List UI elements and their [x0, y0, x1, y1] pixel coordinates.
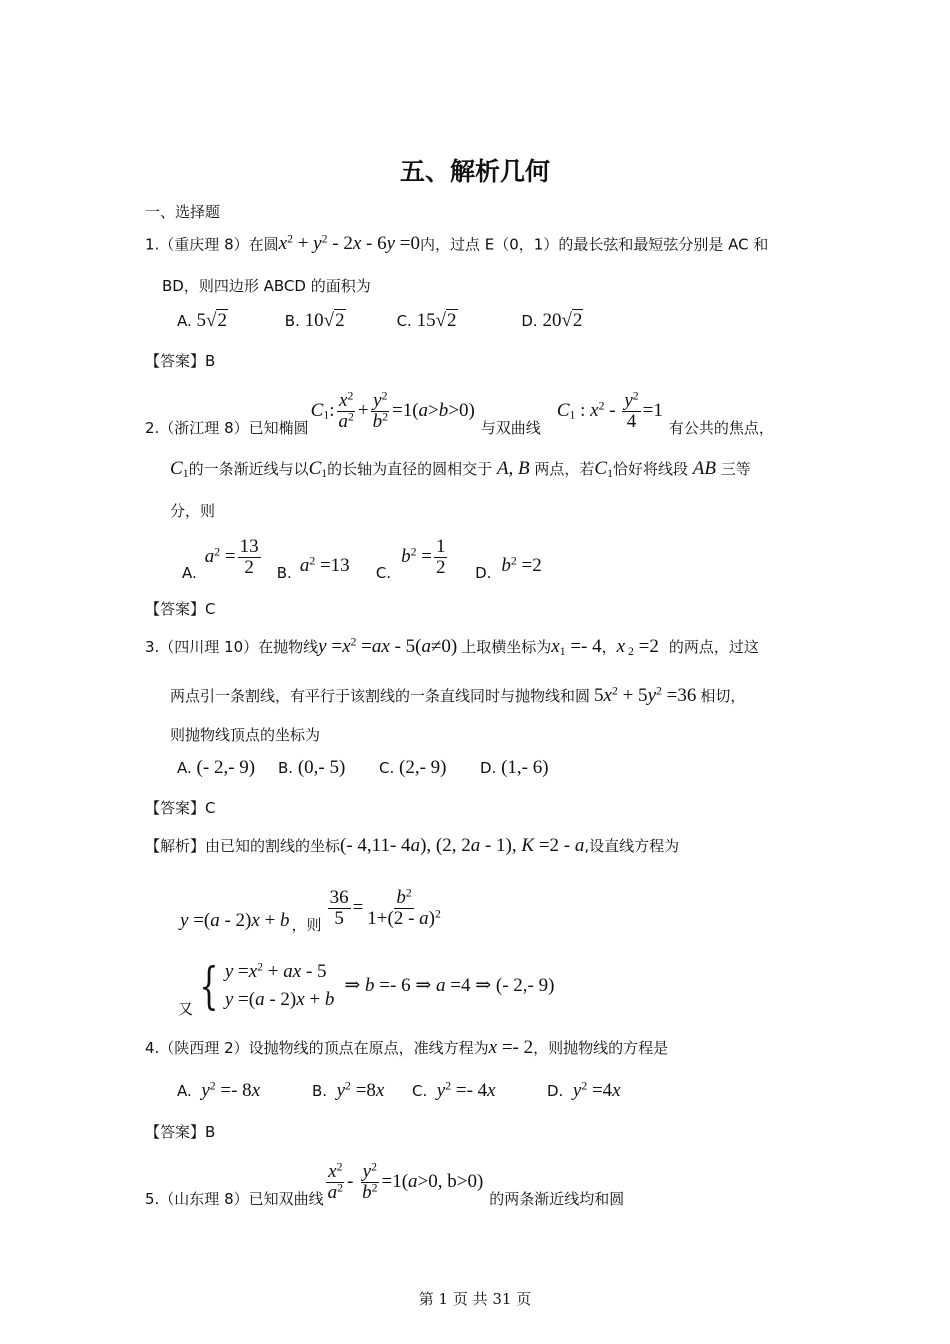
option-value: (2,- 9) [399, 757, 447, 778]
option-label: D. [475, 564, 492, 582]
q1-option-a: A. 5√2 [177, 310, 227, 331]
q1-option-d: D. 20√2 [521, 310, 583, 331]
q1-c-radicand: 2 [447, 310, 457, 331]
c1-symbol: $C_1$ [170, 458, 189, 480]
ab-points: A, B [492, 458, 535, 479]
q1-d-coef: 20 [542, 310, 562, 331]
q1-prefix: 1.（重庆理 8）在圆 [145, 235, 279, 254]
q1-circle-equation: $x^2 + y^2 - 2x - 6y =0$ [278, 232, 420, 254]
option-label: C. [379, 759, 395, 777]
option-label: A. [177, 1082, 192, 1100]
q3-line3: 则抛物线顶点的坐标为 [170, 726, 321, 744]
q1-line2: BD，则四边形 ABCD 的面积为 [162, 277, 371, 295]
option-value: (1,- 6) [501, 757, 549, 778]
question-1 [145, 233, 768, 255]
q5-hyperbola-equation: $\frac{x^2}{a^2}$ - $\frac{y^2}{b^2}$ =1(a>0, b>0) [327, 1160, 484, 1203]
option-label: C. [375, 564, 392, 582]
option-label: D. [480, 759, 497, 777]
option-label: B. [276, 564, 292, 582]
q3-line2 [170, 685, 745, 707]
option-label: C. [412, 1082, 428, 1100]
q3-option-d [480, 757, 549, 779]
q4-suffix: ，则抛物线的方程是 [533, 1039, 669, 1057]
q4-option-c: C. $y^2 =- 4x$ [412, 1079, 496, 1101]
option-label: A. [177, 312, 192, 330]
q2-options [182, 532, 542, 582]
ab-segment: AB [688, 458, 721, 479]
q2-hyperbola-equation: $C_1$ : $x^2$ - $\frac{y^2}{4}$ =1 [556, 389, 663, 432]
q2-option-b: $a^2 =13$ [299, 554, 350, 576]
q3-x2: x $_2$ =2 [616, 636, 659, 658]
option-value: (0,- 5) [297, 757, 346, 778]
q2-line2-text-d: 恰好将线段 [613, 460, 689, 478]
q2-line2-text-b: 的长轴为直径的圆相交于 [327, 460, 493, 478]
q1-a-coef: 5 [196, 310, 207, 331]
option-label: D. [521, 312, 538, 330]
q2-line2 [170, 458, 751, 480]
option-value: (- 2,- 9) [196, 757, 256, 778]
q1-d-radicand: 2 [572, 310, 583, 331]
q2-mid: 与双曲线 [480, 418, 541, 437]
q3-line2-text-a: 两点引一条割线，有平行于该割线的一条直线同时与抛物线和圆 [170, 687, 591, 705]
q1-a-radicand: 2 [217, 310, 227, 331]
q3-then: ，则 [291, 916, 322, 934]
q3-mid: 上取横坐标为 [461, 638, 552, 656]
q4-directrix: x =- 2 [488, 1037, 534, 1058]
q3-line-equation [180, 882, 445, 935]
option-label: C. [396, 312, 412, 330]
q3-tangent-condition: $\frac{36}{5}$ = $\frac{b^2}{1+(2 - a)^2}$ [329, 886, 441, 929]
q3-option-b [278, 757, 379, 779]
q4-answer: 【答案】B [145, 1123, 216, 1141]
q1-option-c: C. 15√2 [396, 310, 457, 331]
q1-suffix: 内，过点 E（0，1）的最长弦和最短弦分别是 AC 和 [420, 235, 769, 254]
question-4 [145, 1037, 668, 1059]
q3-analysis [145, 835, 679, 857]
page-title: 五、解析几何 [399, 157, 550, 186]
option-label: B. [312, 1082, 328, 1100]
q2-line3: 分，则 [170, 502, 216, 520]
q3-comma: ， [601, 638, 617, 656]
q3-line2-text-b: 相切， [700, 687, 746, 705]
q3-answer: 【答案】C [145, 799, 216, 817]
q3-system-result: ⇒ b =- 6 ⇒ a =4 ⇒ (- 2,- 9) [344, 975, 555, 996]
option-label: B. [278, 759, 294, 777]
q2-option-d: $b^2 =2$ [501, 554, 542, 576]
q3-system-equations: $y =x^2$ + ax - 5 y =(a - 2)x + b [224, 960, 335, 1010]
option-label: B. [284, 312, 300, 330]
q2-line2-text-a: 的一条渐近线与以 [188, 460, 309, 478]
q2-prefix: 2.（浙江理 8）已知椭圆 [145, 418, 309, 437]
q2-option-a: $a^2$ = $\frac{13}{2}$ [204, 535, 259, 578]
q4-option-b: B. $y^2 =8x$ [312, 1079, 385, 1101]
c1-symbol: $C_1$ [594, 458, 613, 480]
q3-x1: $x_1 =- 4$ [551, 636, 602, 658]
q3-circle-equation: $5x^2 + 5y^2 =36$ [594, 684, 697, 706]
question-5 [145, 1152, 624, 1212]
q2-line2-text-e: 三等 [720, 460, 751, 478]
option-label: A. [177, 759, 192, 777]
q3-parabola-equation: $y =x^2 =ax - 5(a\ne 0)$ [318, 635, 458, 657]
q3-again: 又 [178, 1000, 194, 1018]
q1-b-radicand: 2 [335, 310, 345, 331]
q3-line-form: y =(a - 2)x + b [180, 909, 290, 931]
page-footer: 第 1 页 共 31 页 [418, 1290, 532, 1308]
option-label: D. [547, 1082, 564, 1100]
q3-system [178, 952, 554, 1019]
q5-prefix: 5.（山东理 8）已知双曲线 [145, 1189, 324, 1208]
q4-option-d: D. $y^2 =4x$ [547, 1079, 621, 1101]
q3-options [177, 757, 549, 779]
brace-symbol: { [199, 956, 219, 1015]
q2-suffix: 有公共的焦点， [668, 418, 774, 437]
q4-option-a: A. $y^2 =- 8x$ [177, 1079, 261, 1101]
q1-b-coef: 10 [304, 310, 324, 331]
q3-option-a [177, 757, 278, 779]
q4-options [177, 1080, 621, 1102]
q3-secant-points: (- 4,11- 4a), (2, 2a - 1), K =2 - a [340, 835, 585, 856]
section-heading: 一、选择题 [145, 203, 221, 221]
q3-prefix: 3.（四川理 10）在抛物线 [145, 638, 319, 656]
q2-ellipse-equation: $C_1$: $\frac{x^2}{a^2}$ + $\frac{y^2}{b^2}$ =1(a>b>0) [310, 389, 475, 432]
q5-suffix: 的两条渐近线均和圆 [489, 1189, 625, 1208]
q3-option-c [379, 757, 480, 779]
analysis-text-a: 由已知的割线的坐标 [205, 837, 341, 855]
analysis-label: 【解析】 [145, 837, 206, 855]
option-label: A. [182, 564, 197, 582]
q1-answer: 【答案】B [145, 352, 216, 370]
q2-line2-text-c: 两点，若 [534, 460, 595, 478]
analysis-text-b: ,设直线方程为 [584, 837, 680, 855]
q1-option-b: B. 10√2 [284, 310, 345, 331]
question-2 [145, 381, 774, 441]
q2-option-c: $b^2$ = $\frac{1}{2}$ [401, 535, 446, 578]
q4-prefix: 4.（陕西理 2）设抛物线的顶点在原点，准线方程为 [145, 1039, 489, 1057]
q1-options [177, 310, 583, 332]
c1-symbol: $C_1$ [308, 458, 328, 480]
question-3 [145, 636, 759, 658]
q2-answer: 【答案】C [145, 600, 216, 618]
q1-c-coef: 15 [416, 310, 436, 331]
q3-suffix: 的两点，过这 [668, 638, 759, 656]
